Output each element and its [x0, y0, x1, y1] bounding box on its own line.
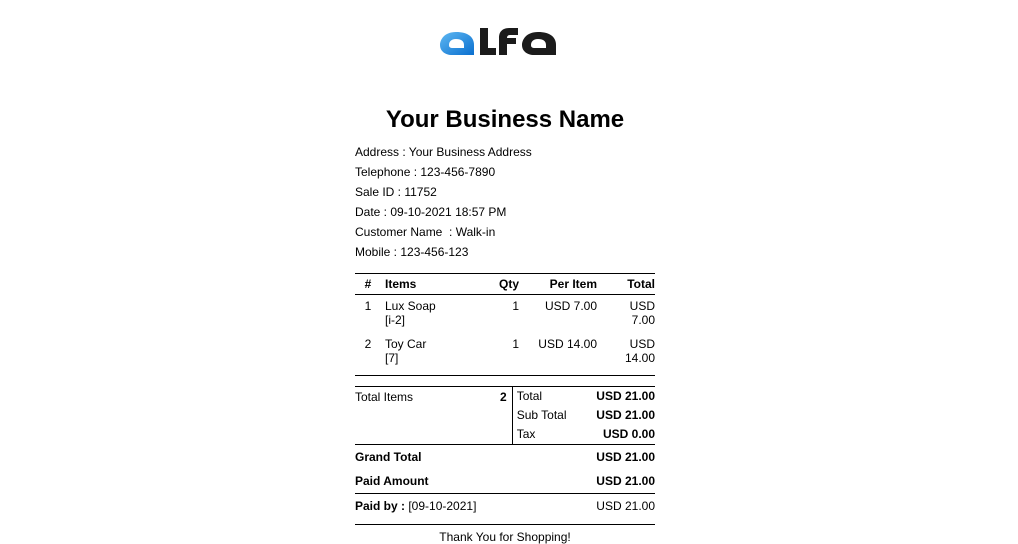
total-items-label: Total Items [355, 390, 414, 404]
address-line: Address : Your Business Address [355, 145, 532, 159]
tax-label: Tax [512, 425, 581, 445]
row-per-item: USD 7.00 [544, 299, 597, 313]
total-label: Total [512, 387, 581, 407]
paid-by-cell [355, 494, 557, 519]
items-table [355, 273, 655, 376]
telephone-line: Telephone : 123-456-7890 [355, 165, 496, 179]
totals-row-total [355, 387, 655, 407]
subtotal-label: Sub Total [512, 406, 581, 425]
items-header-row [355, 274, 655, 295]
header-total: Total [603, 274, 655, 295]
receipt [355, 104, 655, 544]
row-item [381, 327, 485, 376]
item-name: Toy Car [385, 337, 427, 351]
total-value: USD 21.00 [596, 389, 655, 403]
date-line: Date : 09-10-2021 18:57 PM [355, 205, 507, 219]
mobile-line: Mobile : 123-456-123 [355, 245, 469, 259]
row-item [381, 295, 485, 328]
grand-total-label: Grand Total [355, 450, 422, 464]
row-num: 2 [364, 337, 372, 351]
header-per-item: Per Item [525, 274, 603, 295]
thank-you-message: Thank You for Shopping! [355, 524, 655, 544]
business-info [355, 142, 655, 262]
row-qty: 1 [512, 299, 519, 313]
alfa-logo [438, 24, 574, 60]
row-num: 1 [364, 299, 372, 313]
row-per-item: USD 14.00 [538, 337, 597, 351]
paid-by-value: [09-10-2021] [405, 499, 477, 513]
header-num: # [355, 274, 381, 295]
paid-by-label: Paid by : [355, 499, 406, 513]
paid-amount-label: Paid Amount [355, 474, 429, 488]
summary-table [355, 445, 655, 518]
grand-total-row [355, 445, 655, 469]
item-code: [i-2] [385, 313, 406, 327]
paid-by-amount: USD 21.00 [557, 494, 655, 519]
sale-id-line: Sale ID : 11752 [355, 185, 437, 199]
paid-amount-row [355, 469, 655, 494]
business-name: Your Business Name [385, 106, 625, 133]
totals-table [355, 386, 655, 445]
customer-line: Customer Name : Walk-in [355, 225, 496, 239]
table-row [355, 295, 655, 328]
item-code: [7] [385, 351, 399, 365]
header-items: Items [381, 274, 485, 295]
item-name: Lux Soap [385, 299, 436, 313]
tax-value: USD 0.00 [602, 427, 655, 441]
total-items-count: 2 [500, 390, 507, 404]
subtotal-value: USD 21.00 [596, 408, 655, 422]
row-total: USD 14.00 [624, 337, 655, 365]
grand-total-value: USD 21.00 [596, 450, 655, 464]
row-total: USD 7.00 [629, 299, 655, 327]
table-row [355, 327, 655, 376]
paid-amount-value: USD 21.00 [596, 474, 655, 488]
row-qty: 1 [512, 337, 519, 351]
header-qty: Qty [485, 274, 525, 295]
paid-by-row [355, 494, 655, 519]
